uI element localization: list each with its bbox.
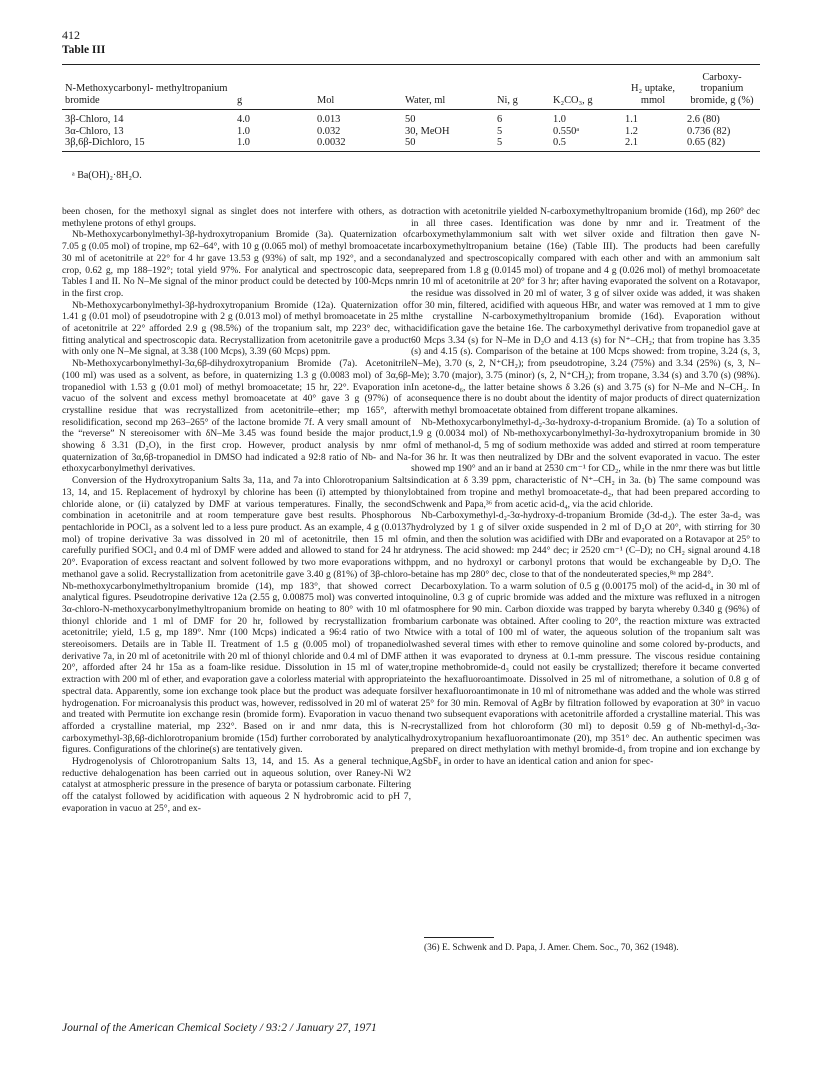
header-compound: N-Methoxycarbonyl- methyltropanium bromide [65,83,228,106]
cell-k2co3: 1.0 [553,114,566,126]
cell-water: 50 [405,137,416,149]
header-h2-uptake: H₂ uptake, mmol [630,83,676,106]
data-table [62,72,760,152]
header-product: Carboxy- tropanium bromide, g (%) [690,72,754,106]
cell-k2co3: 0.550ᵃ [553,125,580,137]
cell-h2: 1.2 [625,125,638,137]
cell-h2: 2.1 [625,137,638,149]
cell-ni: 6 [497,114,503,126]
header-g: g [237,94,243,106]
cell-h2: 1.1 [625,114,638,126]
page-number: 412 [62,28,80,42]
paragraph: Nb-Methoxycarbonylmethyl-d₂-3α-hydroxy-d-tropanium Bromide. (a) To a solution of 1.9 g (0.0034 mol) of Nb-methoxycarbonylmethyl-3α-hydroxytropanium bromide in 30 ml of methanol-d, 5 mg of sodium methoxide was added and stirred at room temperature for 36 hr. It was then neutralized by DBr and the solvent evaporated in vacuo. The ester showed mp 190° and an ir band at 2530 cm⁻¹ for CD₂, while in the nmr there was but little indication at δ 3.39 ppm, characteristic of N⁺–CH₂ in 3a. (b) The same compound was obtained from tropine and methyl bromoacetate-d₂, that had been prepared according to Schwenk and Papa,³⁶ from acetic acid-d₄, via the acid chloride. [411,416,760,510]
reference-36: (36) E. Schwenk and D. Papa, J. Amer. Chem. Soc., 70, 362 (1948). [424,943,679,953]
cell-water: 30, MeOH [405,125,450,137]
journal-footer: Journal of the American Chemical Society / 93:2 / January 27, 1971 [62,1022,377,1034]
cell-mol: 0.0032 [317,137,346,149]
table-row [62,110,760,126]
paragraph: traction with acetonitrile yielded N-carboxymethyltropanium bromide (16d), mp 260° dec in all three cases. Identification was done by nmr and ir. Treatment of the carboxymethylammonium salt with wet silver oxide and filtration then gave N-carboxymethyltropanium betaine (16e) (Table III). The products had been carefully analyzed and spectroscopically compared with each other and with an ammonium salt prepared from 1.8 g (0.0145 mol) of tropane and 4 g (0.026 mol) of methyl bromoacetate in 10 ml of acetonitrile at 20° for 3 hr; after having evaporated the solvent on a Rotavapor, the residue was dissolved in 20 ml of water, 3 g of silver oxide was added, it was shaken for 30 min, filtered, acidified with aqueous HBr, and water was removed at 1 mm to give the crystalline N-carboxymethyltropanium bromide (16d). Evaporation without acidification gave the betaine 16e. The carboxymethyl derivative from tropanediol gave at 60 Mcps 3.34 (s) for N–Me in D₂O and 4.13 (s) for N⁺–CH₂; that from tropine has 3.35 (s) and 4.15 (s). Comparison of the betaine at 100 Mcps showed: from tropine, 3.24 (s, 3, N–Me), 3.70 (s, 2, N⁺CH₂); from pseudotropine, 3.24 (75%) and 3.34 (25%) (s, 3, N–Me); 3.70 (major), 3.75 (minor) (s, 2, N⁺CH₂); from tropane, 3.34 (s) and 3.70 (s) (98%). In acetone-d₆, the latter betaine shows δ 3.26 (s) and 3.75 (s) for N–Me and N–CH₂. In consequence there is no doubt about the identity of major products of direct quaternization with methyl bromoacetate obtained from different tropane alkamines. [411,206,760,416]
paragraph: Nb-Carboxymethyl-d₂-3α-hydroxy-d-tropanium Bromide (3d-d₂). The ester 3a-d₂ was hydrolyzed by 1 g of silver oxide suspended in 2 ml of D₂O at 20°, with stirring for 30 min, and then the solution was acidified with DBr and evaporated on a Rotavapor at 25° to dryness. The acid showed: mp 244° dec; ir 2520 cm⁻¹ (C–D); no CH₂ signal around 4.18 ppm, and no hydroxyl or carbonyl protons that would be exchangeable by D₂O. The betaine has mp 280° dec, close to that of the nondeuterated species,⁸ᵃ mp 284°. [411,510,760,580]
cell-ni: 5 [497,137,503,149]
table-top-rule [62,64,760,65]
header-mol: Mol [317,94,335,106]
cell-g: 4.0 [237,114,250,126]
table-row [62,126,760,137]
cell-g: 1.0 [237,125,250,137]
header-k2co3: K₂CO₃, g [553,94,593,106]
cell-g: 1.0 [237,137,250,149]
cell-compound: 3α-Chloro, 13 [65,125,124,137]
reference-rule [424,937,494,938]
cell-compound: 3β-Chloro, 14 [65,114,124,126]
table-row [62,137,760,152]
paragraph: Nb-Methoxycarbonylmethyl-3β-hydroxytropanium Bromide (12a). Quaternization of 1.41 g (0.01 mol) of pseudotropine with 2 g (0.013 mol) of methyl bromoacetate in 25 ml of acetonitrile at 22° afforded 2.9 g (98.5%) of the tropanium salt, mp 223° dec, with fitting analytical and spectroscopic data. Recrystallization from acetonitrile gave a product with only one N–Me signal, at 3.38 (100 Mcps), 3.39 (60 Mcps) ppm. [62,299,411,358]
paragraph: Nb-Methoxycarbonylmethyl-3α,6β-dihydroxytropanium Bromide (7a). Acetonitrile (100 ml) was used as a solvent, as before, in quaternizing 1.3 g (0.0083 mol) of 3α,6β-tropanediol with 1.53 g (0.01 mol) of methyl bromoacetate; 15 hr, 22°. Evaporation in vacuo of the solvent and excess methyl bromoacetate at 40° gave 3 g (97%) of a crystalline residue that was recrystallized from acetonitrile–ether; mp 165°, after resolidification, second mp 263–265° of the lactone bromide 7f. A very small amount of the “reverse” N stereoisomer with δN–Me 3.45 was found beside the major product, showing δ 3.31 (D₂O), in the first crop. However, product analysis by nmr of quaternization of 3α,6β-tropanediol in DMSO had indicated a 92:8 ratio of Nb- and Na-ethoxycarbonylmethyl derivatives. [62,358,411,475]
paragraph: Nb-Methoxycarbonylmethyl-3β-hydroxytropanium Bromide (3a). Quaternization of 7.05 g (0.05 mol) of tropine, mp 62–64°, with 10 g (0.065 mol) of methyl bromoacetate in 30 ml of acetonitrile at 22° for 4 hr gave 13.53 g (93%) of salt, mp 192°, and a second crop, 0.62 g, mp 188–192°; total yield 97%. For analytical and spectroscopic data, see Tables I and II. No N–Me signal of the minor product could be detected by 100-Mcps nmr in the first crop. [62,229,411,299]
paragraph: Conversion of the Hydroxytropanium Salts 3a, 11a, and 7a into Chlorotropanium Salts 13, 14, and 15. Replacement of hydroxyl by chlorine has been (i) attempted by thionyl chloride alone, or (ii) catalyzed by DMF at various temperatures. Finally, the second combination in acetonitrile and at room temperature gave best results. Phosphorous pentachloride in POCl₃ as a solvent led to a less pure product. As an example, 4 g (0.0137 mol) of tropine derivative 3a was dissolved in 20 ml of acetonitrile, then 15 ml of carefully purified SOCl₂ and 0.4 ml of DMF were added and allowed to stand for 24 hr at 20°. Evaporation of excess reactant and solvent followed by two more evaporations with methanol gave a solid. Recrystallization from acetonitrile gave 3.40 g (81%) of 3β-chloro-Nb-methoxycarbonylmethyltropanium bromide (14), mp 183°, that showed correct analytical figures. Pseudotropine derivative 12a (2.55 g, 0.00875 mol) was converted into 3α-chloro-N-methoxycarbonylmethyltropanium bromide on heating to 80° with 10 ml of thionyl chloride and 1 ml of DMF for 20 hr, followed by recrystallization from acetonitrile; yield, 1.5 g, mp 189°. Nmr (100 Mcps) indicated a 96:4 ratio of two N stereoisomers. Details are in Table II. Treatment of 1.5 g (0.005 mol) of tropanediol derivative 7a, in 20 ml of acetonitrile with 20 ml of thionyl chloride and 0.4 ml of DMF at 20°, afforded after 24 hr 15a as a foam-like residue. Dissolution in 15 ml of water, extraction with 200 ml of ether, and evaporation gave a colorless material with appropriate spectral data. Apparently, some ion exchange took place but the product was adequate for hydrogenation. For microanalysis this product was, however, redissolved in 20 ml of water and treated with Permutite ion exchange resin (bromide form). Evaporation in vacuo then afforded a crystalline material, mp 232°. Based on ir and nmr data, this is N-carboxymethyl-3β,6β-dichlorotropanium bromide (15d) further corroborated by analytical figures. Configurations of the chlorine(s) are tentatively given. [62,475,411,756]
header-water: Water, ml [405,94,446,106]
header-ni: Ni, g [497,94,518,106]
table-footnote: ᵃ Ba(OH)₂·8H₂O. [72,170,142,181]
cell-water: 50 [405,114,416,126]
paragraph: Decarboxylation. To a warm solution of 0.5 g (0.00175 mol) of the acid-d₄ in 30 ml of quinoline, 0.3 g of cupric bromide was added and the mixture was refluxed in a nitrogen atmosphere for 90 min. Carbon dioxide was trapped by baryta whereby 0.340 g (96%) of barium carbonate was obtained. After cooling to 20°, the reaction mixture was extracted twice with a total of 100 ml of water, the aqueous solution of the tropanium salt was washed several times with ether to remove quinoline and some colored by-products, and then it was evaporated to dryness at 0.1-mm pressure. The viscous residue containing tropine methobromide-d₃ could not easily be crystallized; therefore it became converted into the hexafluoroantimoate. Dissolved in 25 ml of nitromethane, a solution of 0.8 g of silver hexafluoroantimonate in 10 ml of nitromethane was added and the whole was stirred at 25° for 30 min. Removal of AgBr by filtration followed by evaporation at 30° in vacuo and two subsequent evaporations with acetonitrile afforded a crystalline material. This was recrystallized from hot chloroform (30 ml) to deposit 0.59 g of Nb-methyl-d₃-3α-hydroxytropanium hexafluoroantimonate (20), mp 351° dec. An authentic specimen was prepared on direct methylation with methyl bromide-d₃ from tropine and ion exchange by AgSbF₆ in order to have an identical cation and anion for spec- [411,580,760,768]
table-header-row [62,72,760,110]
left-column [62,206,411,815]
cell-ni: 5 [497,125,503,137]
right-column [411,206,760,768]
cell-product: 0.736 (82) [687,125,731,137]
cell-product: 2.6 (80) [687,114,720,126]
cell-mol: 0.032 [317,125,341,137]
paragraph: Hydrogenolysis of Chlorotropanium Salts 13, 14, and 15. As a general technique, reductive dehalogenation has been carried out in aqueous solution, over Raney-Ni W2 catalyst at atmospheric pressure in the presence of baryta or potassium carbonate. Filtering off the catalyst followed by acidification with aqueous 2 N hydrobromic acid to pH 7, evaporation in vacuo at 25°, and ex- [62,756,411,814]
cell-mol: 0.013 [317,114,341,126]
cell-compound: 3β,6β-Dichloro, 15 [65,137,145,149]
cell-product: 0.65 (82) [687,137,726,149]
cell-k2co3: 0.5 [553,137,566,149]
table-caption: Table III [62,44,106,56]
paragraph: been chosen, for the methoxyl signal as singlet does not interfere with others, as do methylene protons of ethyl groups. [62,206,411,229]
